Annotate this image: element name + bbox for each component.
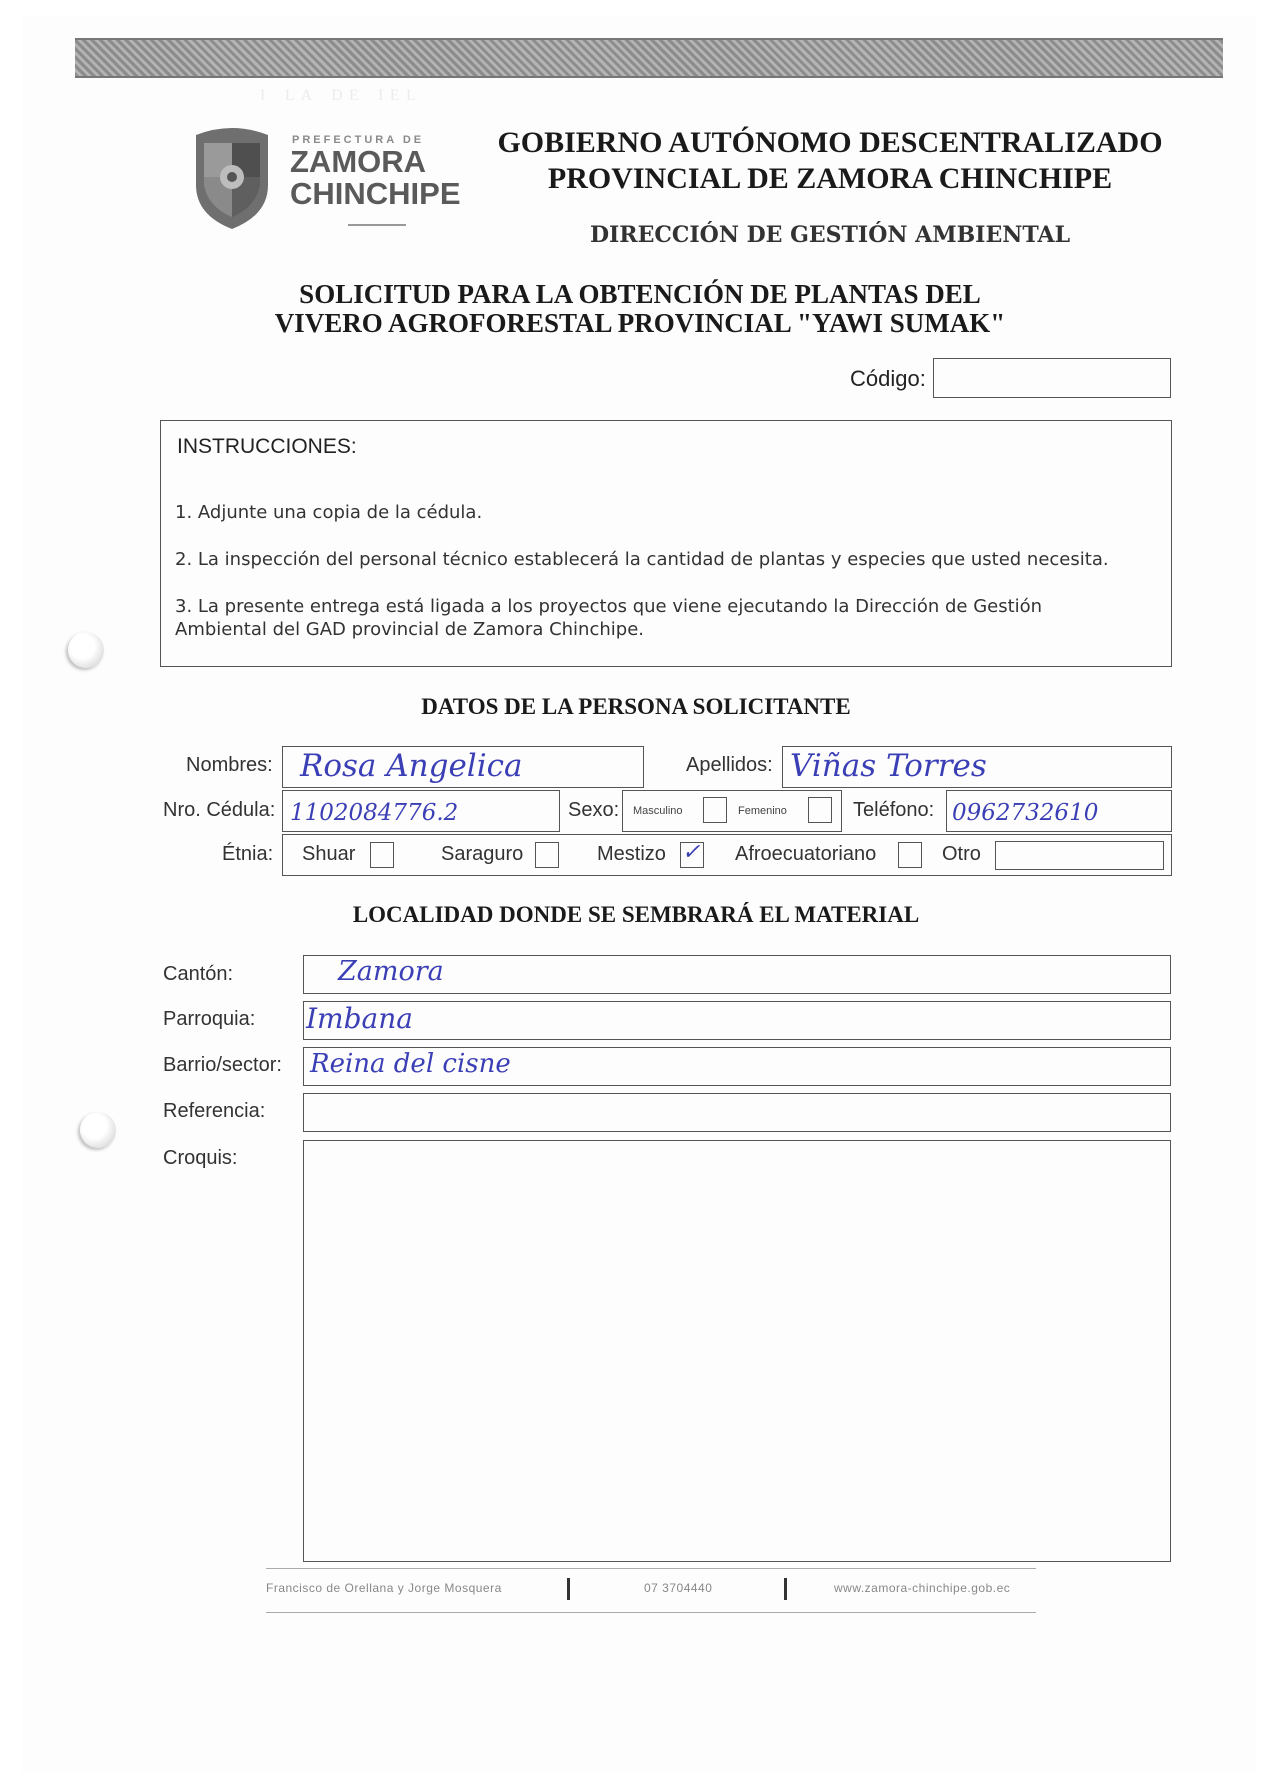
instructions-box: [160, 420, 1172, 667]
shuar-checkbox[interactable]: [370, 842, 394, 868]
gov-line-2: PROVINCIAL DE ZAMORA CHINCHIPE: [547, 162, 1113, 195]
femenino-checkbox[interactable]: [808, 797, 832, 823]
canton-value: Zamora: [338, 956, 444, 987]
direction-title: DIRECCIÓN DE GESTIÓN AMBIENTAL: [589, 222, 1071, 248]
otro-field[interactable]: [995, 841, 1164, 870]
apellidos-value: Viñas Torres: [790, 748, 987, 784]
prefectura-logo: [188, 120, 461, 240]
cedula-value: 1102084776.2: [290, 800, 459, 826]
form-title-line-2: VIVERO AGROFORESTAL PROVINCIAL "YAWI SUMAK": [274, 308, 1006, 338]
codigo-field[interactable]: [933, 358, 1171, 398]
nombres-label: Nombres:: [186, 754, 273, 776]
sexo-label: Sexo:: [568, 799, 620, 821]
masculino-checkbox[interactable]: [703, 797, 727, 823]
instruction-item: 1. Adjunte una copia de la cédula.: [175, 502, 483, 523]
telefono-label: Teléfono:: [853, 799, 935, 821]
logo-underline: [348, 224, 406, 226]
footer-website: www.zamora-chinchipe.gob.ec: [834, 1581, 1011, 1595]
canton-label: Cantón:: [163, 963, 234, 985]
footer-separator: [784, 1578, 787, 1600]
instructions-heading: INSTRUCCIONES:: [177, 435, 357, 458]
codigo-label: Código:: [850, 366, 926, 391]
logo-chinchipe: CHINCHIPE: [290, 176, 461, 211]
referencia-field[interactable]: [303, 1093, 1171, 1132]
apellidos-label: Apellidos:: [686, 754, 773, 776]
footer-rule-top: [266, 1568, 1036, 1569]
nombres-value: Rosa Angelica: [300, 748, 523, 784]
instruction-item: 3. La presente entrega está ligada a los proyectos que viene ejecutando la Dirección de Gestión Ambiental del GAD provincial de Zamora Chinchipe.: [175, 596, 1043, 640]
logo-prefix: PREFECTURA DE: [292, 134, 425, 146]
parroquia-label: Parroquia:: [163, 1008, 256, 1030]
instruction-item: 2. La inspección del personal técnico establecerá la cantidad de plantas y especies que usted necesita.: [175, 549, 1109, 570]
logo-zamora: ZAMORA: [290, 144, 427, 179]
etnia-label: Étnia:: [222, 843, 274, 865]
croquis-label: Croquis:: [163, 1147, 238, 1169]
masculino-label: Masculino: [633, 805, 683, 817]
footer-separator: [567, 1578, 570, 1600]
barrio-label: Barrio/sector:: [163, 1054, 282, 1076]
coat-of-arms-icon: [188, 125, 276, 230]
croquis-area[interactable]: [303, 1140, 1171, 1562]
footer-address: Francisco de Orellana y Jorge Mosquera: [266, 1581, 502, 1595]
saraguro-checkbox[interactable]: [535, 842, 559, 868]
afroecuatoriano-checkbox[interactable]: [898, 842, 922, 868]
show-through-text: ᴵ ᴸ ᴬ ᴰ ᴱ ᴵ ᴱ ᴸ: [260, 84, 416, 113]
form-title-line-1: SOLICITUD PARA LA OBTENCIÓN DE PLANTAS DEL: [299, 279, 981, 309]
footer-rule-bottom: [266, 1612, 1036, 1613]
government-title: [470, 125, 1190, 197]
location-heading: LOCALIDAD DONDE SE SEMBRARÁ EL MATERIAL: [352, 902, 920, 927]
etnia-otro-label: Otro: [942, 843, 981, 865]
cedula-label: Nro. Cédula:: [163, 799, 276, 821]
parroquia-value: Imbana: [306, 1002, 413, 1035]
etnia-mestizo-label: Mestizo: [597, 843, 666, 865]
etnia-afro-label: Afroecuatoriano: [735, 843, 877, 865]
form-title: [200, 280, 1080, 338]
barrio-value: Reina del cisne: [310, 1049, 511, 1079]
telefono-value: 0962732610: [952, 800, 1099, 826]
punch-hole: [68, 632, 104, 668]
gov-line-1: GOBIERNO AUTÓNOMO DESCENTRALIZADO: [497, 126, 1163, 159]
parroquia-field[interactable]: [303, 1001, 1171, 1040]
femenino-label: Femenino: [738, 805, 787, 817]
referencia-label: Referencia:: [163, 1100, 266, 1122]
mestizo-check-mark: ✓: [682, 840, 701, 865]
scan-artifact-band: [75, 38, 1223, 78]
etnia-saraguro-label: Saraguro: [441, 843, 524, 865]
punch-hole: [80, 1112, 116, 1148]
applicant-heading: DATOS DE LA PERSONA SOLICITANTE: [421, 694, 851, 719]
footer-phone: 07 3704440: [644, 1581, 713, 1595]
etnia-shuar-label: Shuar: [302, 843, 356, 865]
